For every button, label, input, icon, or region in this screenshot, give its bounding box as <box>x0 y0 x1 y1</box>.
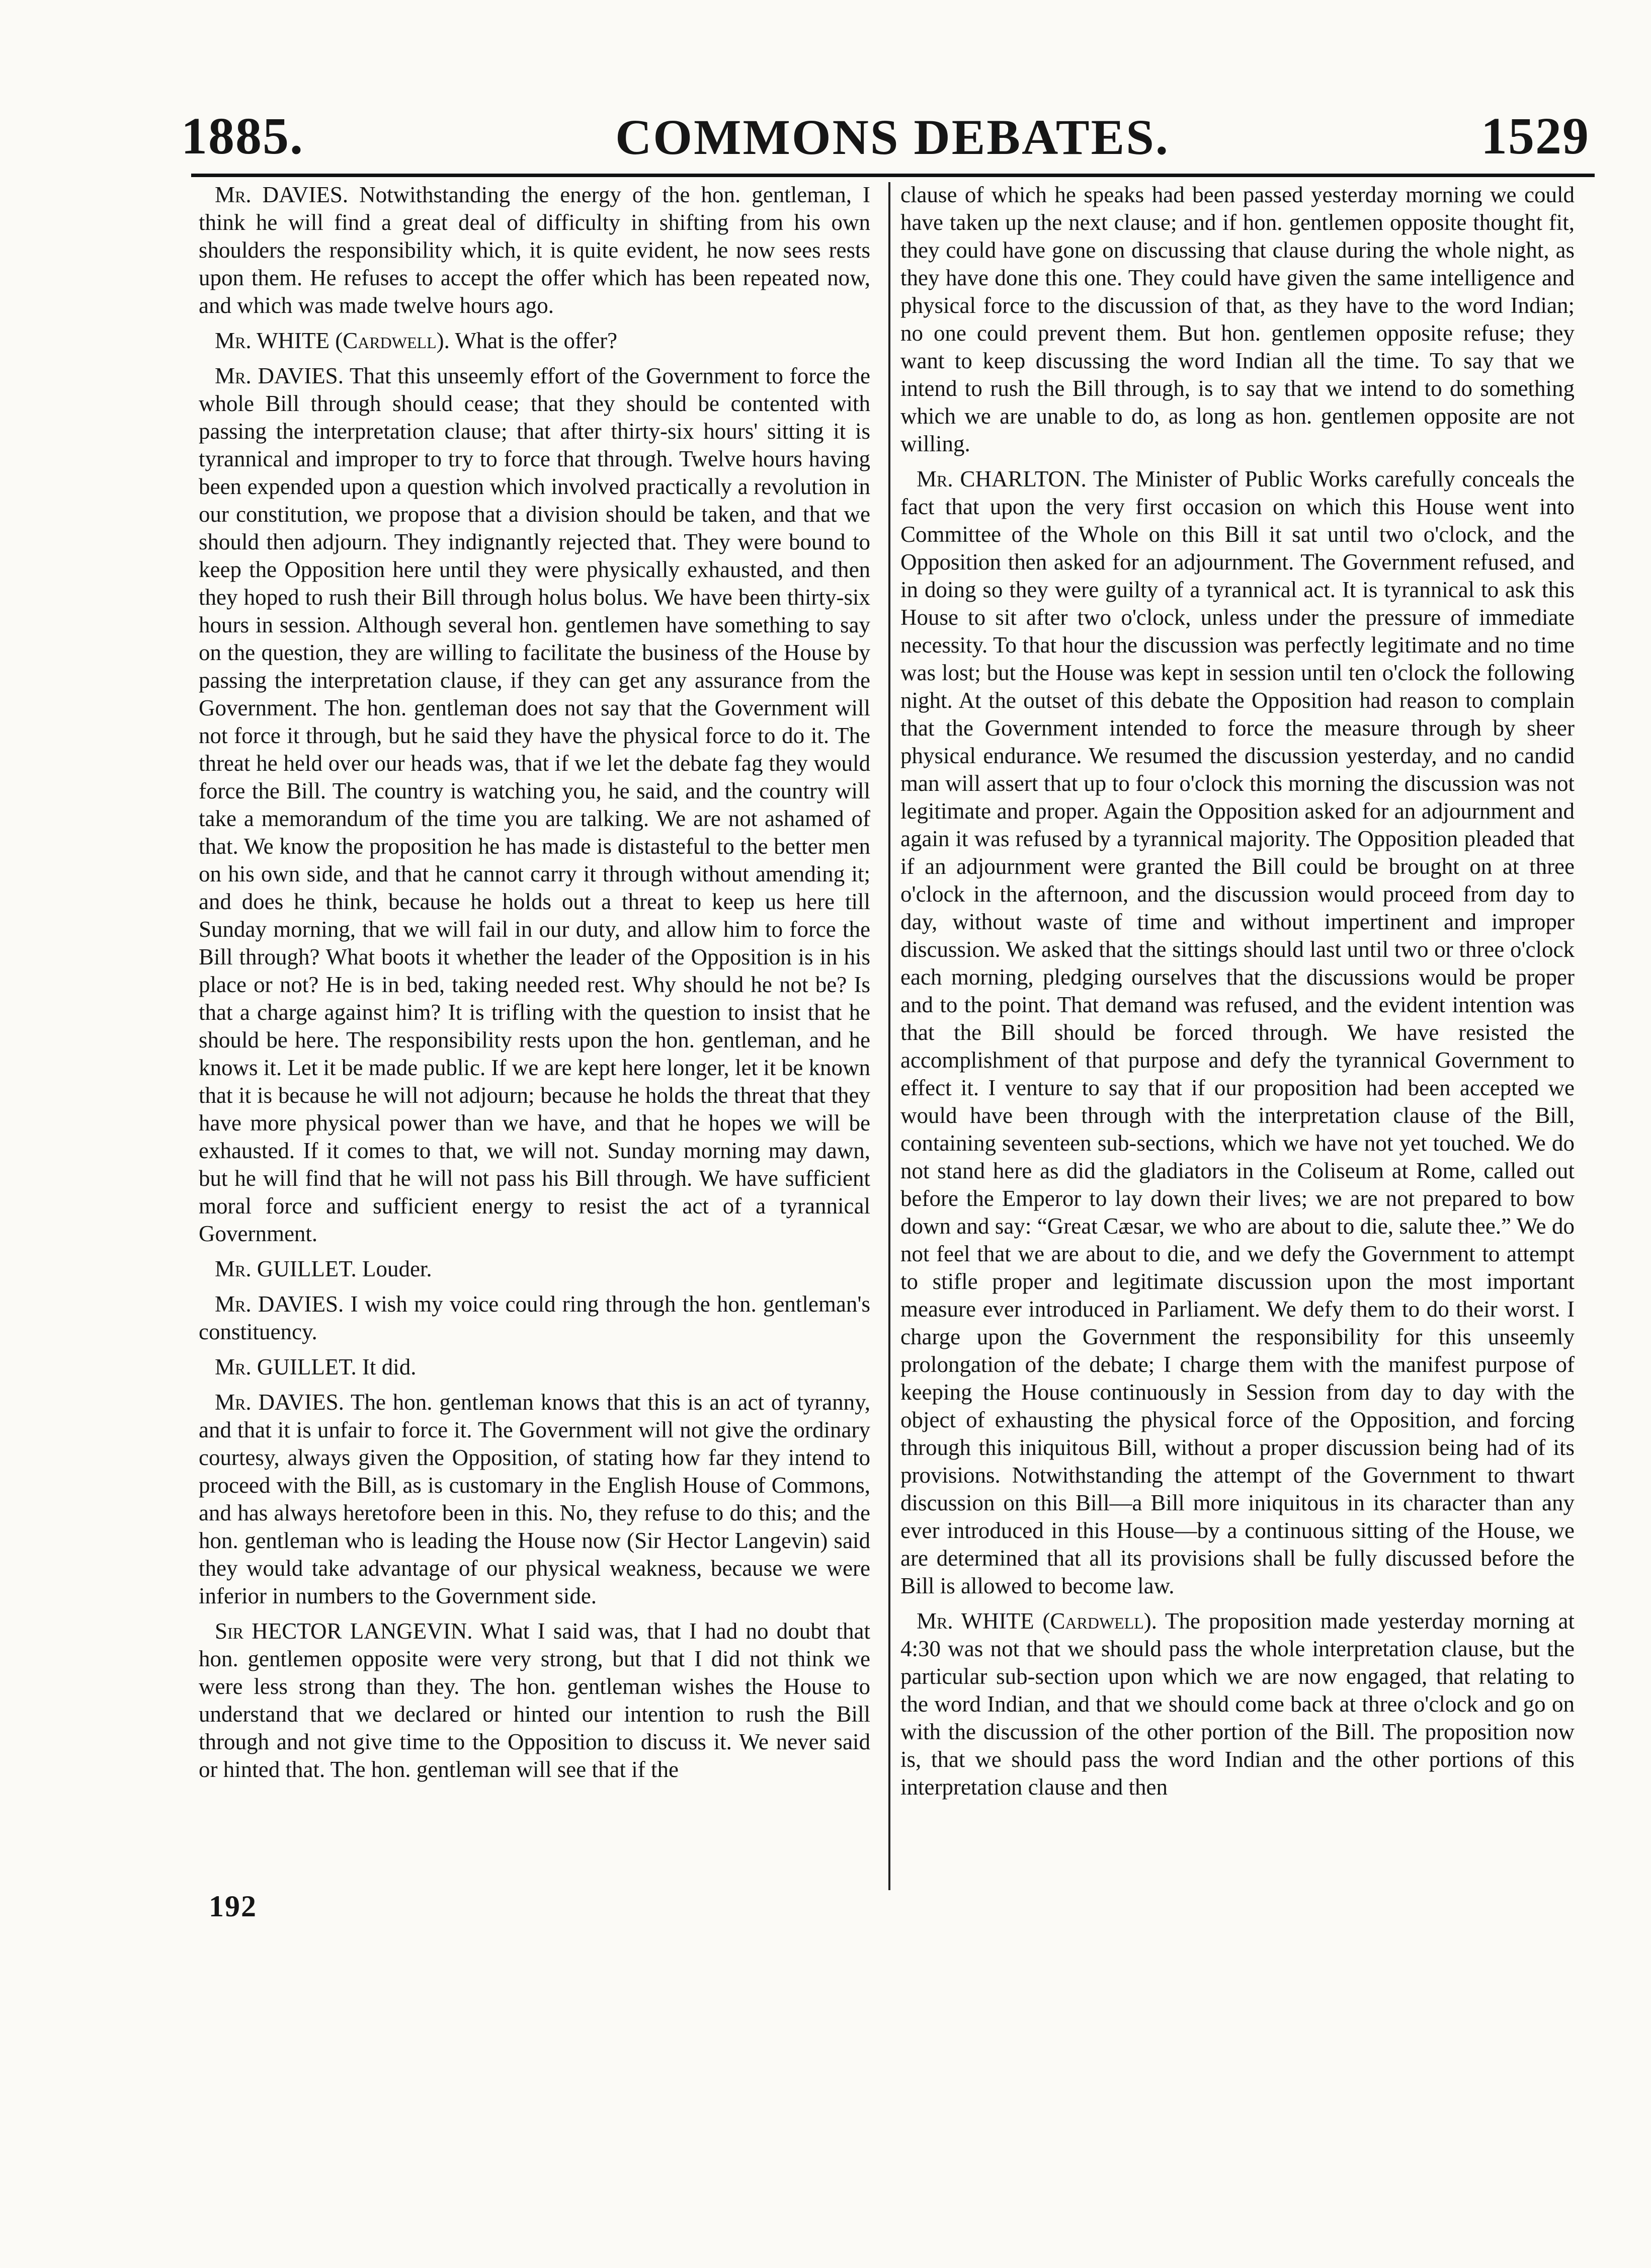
speech-paragraph <box>199 1617 870 1784</box>
speech-text: Notwithstanding the energy of the hon. gentleman, I think he will find a great deal of difficulty in shifting from his own shoulders the responsibility which, it is quite evident, he now sees rests upon them. He refuses to accept the offer which has been repeated now, and which was made twelve hours ago. <box>199 182 870 318</box>
speech-paragraph <box>199 1353 870 1381</box>
speaker-name: Mr. GUILLET. <box>215 1256 357 1281</box>
speech-paragraph <box>199 362 870 1248</box>
speaker-name: Mr. GUILLET. <box>215 1354 357 1380</box>
speech-text: It did. <box>362 1354 417 1380</box>
speech-text: Louder. <box>362 1256 432 1281</box>
header-title: COMMONS DEBATES. <box>615 109 1170 165</box>
left-column <box>199 181 870 1791</box>
column-divider <box>888 182 890 1890</box>
signature-mark: 192 <box>209 1890 257 1923</box>
speaker-name: Mr. WHITE (Cardwell). <box>215 328 450 353</box>
speech-paragraph <box>199 327 870 355</box>
speech-text: The hon. gentleman knows that this is an act of tyranny, and that it is unfair to force it. The Government will not give the ordinary courtesy, always given the Opposition, of stating how far they intend to proceed with the Bill, as is customary in the English House of Commons, and has always heretofore been in this. No, they refuse to do this; and the hon. gentleman who is leading the House now (Sir Hector Langevin) said they would take advantage of our physical weakness, because we were inferior in numbers to the Government side. <box>199 1390 870 1608</box>
speaker-name: Mr. DAVIES. <box>215 182 349 207</box>
speaker-name: Mr. DAVIES. <box>215 1390 344 1415</box>
speech-paragraph <box>900 465 1575 1600</box>
header-year: 1885. <box>181 107 304 165</box>
speaker-name: Mr. WHITE (Cardwell). <box>917 1608 1158 1634</box>
speech-text: The proposition made yesterday morning at 4:30 was not that we should pass the whole interpretation clause, but the particular sub-section upon which we are now engaged, that relating to the word Indian, and that we should come back at three o'clock and go on with the discussion of the other portion of the Bill. The proposition now is, that we should pass the word Indian and the other portions of this interpretation clause and then <box>900 1608 1575 1800</box>
speech-text: clause of which he speaks had been passed yesterday morning we could have taken up the next clause; and if hon. gentlemen opposite thought fit, they could have gone on discussing that clause during the whole night, as they have done this one. They could have given the same intelligence and physical force to the discussion of that, as they have to the word Indian; no one could prevent them. But hon. gentlemen opposite refuse; they want to keep discussing the word Indian all the time. To say that we intend to rush the Bill through, is to say that we intend to do something which we are unable to do, as long as hon. gentlemen opposite are not willing. <box>900 182 1575 456</box>
speech-text: What I said was, that I had no doubt that hon. gentlemen opposite were very strong, but that I did not think we were less strong than they. The hon. gentleman wishes the House to understand that we declared or hinted our intention to rush the Bill through and not give time to the Opposition to discuss it. We never said or hinted that. The hon. gentleman will see that if the <box>199 1618 870 1782</box>
speech-paragraph <box>199 181 870 319</box>
page-header <box>181 101 1590 166</box>
speech-text: The Minister of Public Works carefully conceals the fact that upon the very first occasion on which this House went into Committee of the Whole on this Bill it sat until two o'clock, and the Opposition then asked for an adjournment. The Government refused, and in doing so they were guilty of a tyrannical act. It is tyrannical to ask this House to sit after two o'clock, unless under the pressure of immediate necessity. To that hour the discussion was perfectly legitimate and no time was lost; but the House was kept in session until ten o'clock the following night. At the outset of this debate the Opposition had reason to complain that the Government intended to force the measure through by sheer physical endurance. We resumed the discussion yesterday, and no candid man will assert that up to four o'clock this morning the discussion was not legitimate and proper. Again the Opposition asked for an adjournment and again it was refused by a tyrannical majority. The Opposition pleaded that if an adjournment were granted the Bill could be brought on at three o'clock in the afternoon, and the discussion would proceed from day to day, without waste of time and without impertinent and improper discussion. We asked that the sittings should last until two or three o'clock each morning, pledging ourselves that the discussions would be proper and to the point. That demand was refused, and the evident intention was that the Bill should be forced through. We have resisted the accomplishment of that purpose and defy the tyrannical Government to effect it. I venture to say that if our proposition had been accepted we would have been through with the interpretation clause of the Bill, containing seventeen sub-sections, which we have not yet touched. We do not stand here as did the gladiators in the Coliseum at Rome, called out before the Emperor to lay down their lives; we are not prepared to bow down and say: “Great Cæsar, we who are about to die, salute thee.” We do not feel that we are about to die, and we defy the Government to attempt to stifle proper and legitimate discussion upon the most important measure ever introduced in Parliament. We defy them to do their worst. I charge upon the Government the responsibility for this unseemly prolongation of the debate; I charge them with the manifest purpose of keeping the House continuously in Session from day to day with the object of exhausting the physical force of the Opposition, and forcing through this iniquitous Bill, without a proper discussion being had of its provisions. Notwithstanding the attempt of the Government to thwart discussion on this Bill—a Bill more iniquitous in its character than any ever introduced in this House—by a continuous sitting of the House, we are determined that all its provisions shall be fully discussed before the Bill is allowed to become law. <box>900 466 1575 1598</box>
speech-paragraph <box>900 1607 1575 1801</box>
speech-paragraph <box>900 181 1575 458</box>
speaker-name: Sir HECTOR LANGEVIN. <box>215 1618 473 1644</box>
speech-text: That this unseemly effort of the Government to force the whole Bill through should cease; that they should be contented with passing the interpretation clause; that after thirty-six hours' sitting it is tyrannical and improper to try to force that through. Twelve hours having been expended upon a question which involved practically a revolution in our constitution, we propose that a division should be taken, and that we should then adjourn. They indignantly rejected that. They were bound to keep the Opposition here until they were physically exhausted, and then they hoped to rush their Bill through holus bolus. We have been thirty-six hours in session. Although several hon. gentlemen have something to say on the question, they are willing to facilitate the business of the House by passing the interpretation clause, if they can get any assurance from the Government. The hon. gentleman does not say that the Government will not force it through, but he said they have the physical force to do it. The threat he held over our heads was, that if we let the debate fag they would force the Bill. The country is watching you, he said, and the country will take a memorandum of the time you are talking. We are not ashamed of that. We know the proposition he has made is distasteful to the better men on his own side, and that he cannot carry it through without amending it; and does he think, because he holds out a threat to keep us here till Sunday morning, that we will fail in our duty, and allow him to force the Bill through? What boots it whether the leader of the Opposition is in his place or not? He is in bed, taking needed rest. Why should he not be? Is that a charge against him? It is trifling with the question to insist that he should be here. The responsibility rests upon the hon. gentleman, and he knows it. Let it be made public. If we are kept here longer, let it be known that it is because he will not adjourn; because he holds the threat that they have more physical power than we have, and that he hopes we will be exhausted. If it comes to that, we will not. Sunday morning may dawn, but he will find that he will not pass his Bill through. We have sufficient moral force and sufficient energy to resist the act of a tyrannical Government. <box>199 363 870 1246</box>
speech-paragraph <box>199 1389 870 1610</box>
speaker-name: Mr. DAVIES. <box>215 363 344 388</box>
speech-text: What is the offer? <box>455 328 618 353</box>
speaker-name: Mr. CHARLTON. <box>917 466 1087 492</box>
speech-paragraph <box>199 1255 870 1283</box>
speech-paragraph <box>199 1290 870 1346</box>
right-column <box>900 181 1575 1809</box>
header-rule <box>191 174 1595 177</box>
speaker-name: Mr. DAVIES. <box>215 1291 344 1317</box>
header-page-number: 1529 <box>1481 107 1590 165</box>
speech-text: I wish my voice could ring through the hon. gentleman's constituency. <box>199 1291 870 1344</box>
